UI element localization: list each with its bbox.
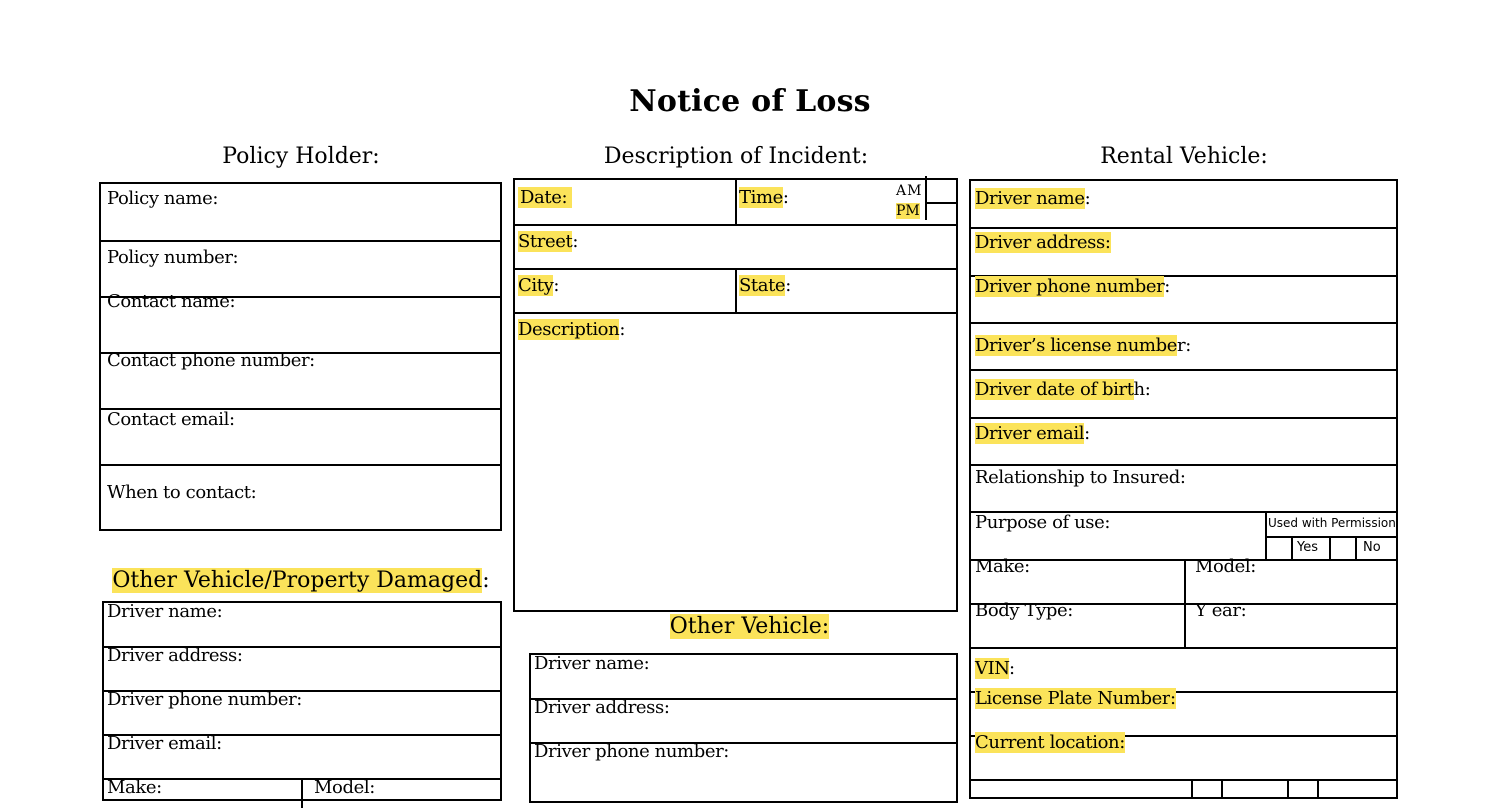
purpose-of-use-field[interactable]: Purpose of use:	[975, 512, 1111, 533]
rental-driver-address-field[interactable]	[975, 232, 1111, 253]
rental-model-field[interactable]: Model:	[1195, 556, 1256, 577]
current-location-field[interactable]	[975, 732, 1125, 753]
location-label: Current location	[975, 732, 1120, 753]
relationship-field[interactable]: Relationship to Insured:	[975, 467, 1186, 488]
dob-label-end: h:	[1133, 379, 1151, 400]
colon: :	[572, 231, 578, 252]
rental-email-field[interactable]	[975, 423, 1090, 444]
incident-city-field[interactable]	[518, 275, 559, 296]
policy-number-field[interactable]: Policy number:	[107, 247, 239, 268]
yes-box-divider	[1291, 536, 1293, 559]
contact-email-field[interactable]: Contact email:	[107, 409, 235, 430]
vin-field[interactable]	[975, 658, 1015, 679]
row-divider	[971, 322, 1396, 324]
body-type-field[interactable]: Body Type:	[975, 600, 1073, 621]
license-plate-field[interactable]	[975, 688, 1176, 709]
column-divider	[1184, 559, 1186, 647]
colon: :	[1009, 658, 1015, 679]
colon: :	[1164, 276, 1170, 297]
column-divider	[1317, 779, 1319, 799]
driver-name-label: Driver name	[975, 188, 1085, 209]
rental-vehicle-table	[969, 179, 1398, 799]
column-divider	[1287, 779, 1289, 799]
colon: :	[482, 568, 490, 593]
policy-holder-table	[99, 182, 502, 531]
rental-license-field[interactable]	[975, 335, 1191, 356]
other-driver-email-field[interactable]: Driver email:	[107, 733, 222, 754]
rental-vehicle-heading: Rental Vehicle:	[1100, 144, 1268, 169]
incident-heading: Description of Incident:	[603, 144, 869, 169]
incident-street-field[interactable]	[518, 231, 578, 252]
colon: :	[785, 275, 791, 296]
am-option[interactable]: AM	[896, 183, 923, 199]
license-label: Driver’s license numbe	[975, 335, 1177, 356]
permission-no-label: No	[1363, 540, 1381, 555]
ampm-divider	[925, 176, 927, 220]
pm-option[interactable]: PM	[896, 203, 920, 219]
other-driver-name-field[interactable]: Driver name:	[107, 601, 223, 622]
rental-driver-name-field[interactable]	[975, 188, 1090, 209]
other-property-heading-text: Other Vehicle/Property Damaged	[112, 568, 483, 593]
incident-table	[513, 178, 958, 612]
row-divider	[971, 464, 1396, 466]
row-divider	[971, 227, 1396, 229]
plate-label: License Plate Number	[975, 688, 1171, 709]
column-divider	[301, 778, 303, 808]
street-label: Street	[518, 231, 573, 252]
ov-driver-name-field[interactable]: Driver name:	[534, 653, 650, 674]
no-box-divider	[1355, 536, 1357, 559]
other-vehicle-table	[529, 653, 958, 803]
rental-driver-phone-field[interactable]	[975, 276, 1170, 297]
colon: :	[553, 275, 560, 296]
policy-holder-heading: Policy Holder:	[222, 144, 380, 169]
rental-dob-field[interactable]	[975, 379, 1150, 400]
permission-yes-checkbox[interactable]	[1267, 538, 1291, 559]
other-model-field[interactable]: Model:	[314, 777, 375, 798]
page-title: Notice of Loss	[629, 84, 871, 119]
used-with-permission-label: Used with Permission	[1268, 516, 1396, 530]
colon: :	[1119, 732, 1125, 753]
contact-phone-field[interactable]: Contact phone number:	[107, 350, 315, 371]
other-make-field[interactable]: Make:	[107, 777, 162, 798]
vin-label: VIN	[975, 658, 1010, 679]
other-property-heading	[100, 568, 502, 593]
row-divider	[971, 417, 1396, 419]
other-property-table	[102, 601, 502, 801]
colon: :	[1170, 688, 1176, 709]
driver-address-label: Driver address:	[975, 232, 1111, 253]
year-field[interactable]: Y ear:	[1195, 600, 1247, 621]
when-to-contact-field[interactable]: When to contact:	[107, 482, 257, 503]
time-label: Time	[739, 187, 783, 208]
column-divider	[1191, 779, 1193, 799]
other-vehicle-heading	[514, 614, 985, 639]
incident-time-field[interactable]	[739, 187, 789, 208]
driver-phone-label: Driver phone number	[975, 276, 1165, 297]
colon: :	[1084, 188, 1091, 209]
description-label: Description	[518, 319, 620, 340]
permission-yes-label: Yes	[1297, 540, 1318, 555]
other-driver-phone-field[interactable]: Driver phone number:	[107, 689, 302, 710]
rental-make-field[interactable]: Make:	[975, 556, 1030, 577]
row-divider	[515, 224, 956, 226]
policy-name-field[interactable]: Policy name:	[107, 188, 219, 209]
other-vehicle-heading-text: Other Vehicle:	[669, 614, 830, 639]
row-divider	[971, 779, 1396, 781]
row-divider	[515, 312, 956, 314]
city-label: City	[518, 275, 554, 296]
incident-date-field[interactable]: Date:	[518, 187, 572, 208]
row-divider	[101, 464, 500, 466]
dob-label: Driver date of birt	[975, 379, 1134, 400]
license-label-end: r:	[1176, 335, 1191, 356]
email-label: Driver email	[975, 423, 1085, 444]
other-driver-address-field[interactable]: Driver address:	[107, 645, 243, 666]
ampm-row-divider	[925, 202, 956, 204]
colon: :	[1084, 423, 1090, 444]
column-divider	[1221, 779, 1223, 799]
incident-state-field[interactable]	[739, 275, 791, 296]
colon: :	[782, 187, 789, 208]
column-divider	[735, 268, 737, 312]
incident-description-field[interactable]	[518, 319, 625, 340]
row-divider	[971, 647, 1396, 649]
colon: :	[619, 319, 625, 340]
ov-driver-phone-field[interactable]: Driver phone number:	[534, 741, 729, 762]
contact-name-field[interactable]: Contact name:	[107, 291, 236, 312]
ov-driver-address-field[interactable]: Driver address:	[534, 697, 670, 718]
state-label: State	[739, 275, 786, 296]
permission-no-checkbox[interactable]	[1331, 538, 1355, 559]
row-divider	[101, 240, 500, 242]
row-divider	[971, 369, 1396, 371]
column-divider	[735, 180, 737, 224]
